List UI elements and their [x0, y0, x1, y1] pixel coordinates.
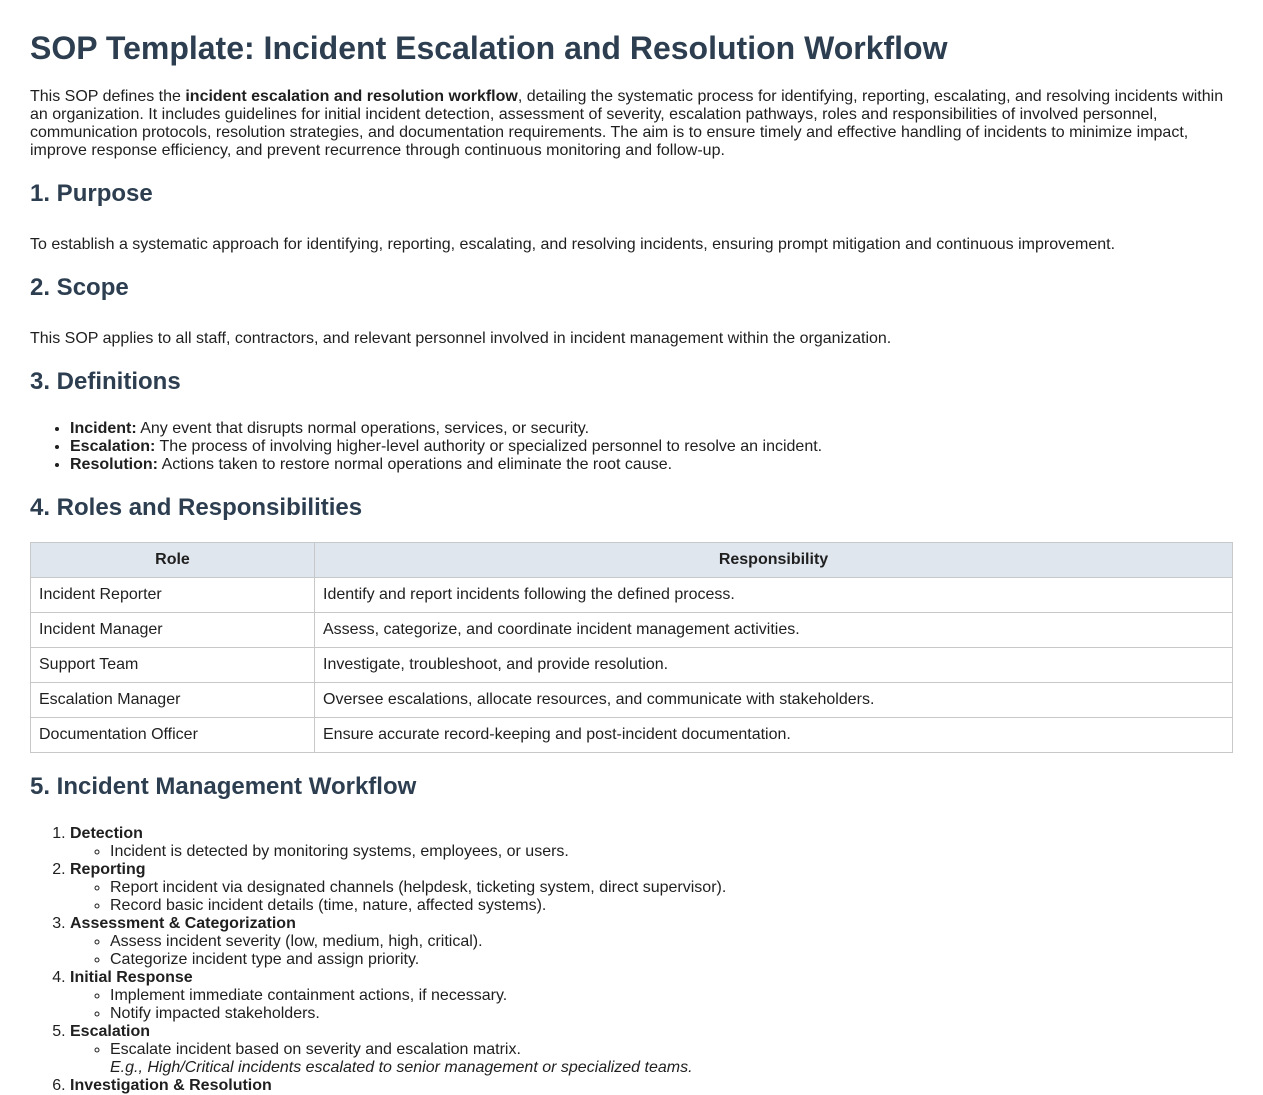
step-title: Investigation & Resolution	[70, 1077, 272, 1094]
role-cell: Incident Reporter	[31, 578, 315, 613]
page-title: SOP Template: Incident Escalation and Resolution Workflow	[30, 30, 948, 66]
responsibility-cell: Identify and report incidents following the defined process.	[315, 578, 1233, 613]
substep-item: ◦ Record basic incident details (time, nature, affected systems).	[110, 897, 1233, 915]
step-substeps	[70, 879, 1233, 915]
definitions-heading: 3. Definitions	[30, 368, 181, 395]
step-substeps	[70, 933, 1233, 969]
substep-text: Escalate incident based on severity and escalation matrix.	[110, 1041, 521, 1058]
table-row	[31, 718, 1233, 753]
definition-text: The process of involving higher-level authority or specialized personnel to resolve an incident.	[155, 438, 823, 455]
definition-item	[70, 438, 1233, 456]
workflow-heading: 5. Incident Management Workflow	[30, 773, 417, 800]
step-title: Detection	[70, 825, 143, 842]
responsibility-cell: Ensure accurate record-keeping and post-incident documentation.	[315, 718, 1233, 753]
table-row	[31, 683, 1233, 718]
roles-table	[30, 542, 1233, 753]
definition-text: Any event that disrupts normal operations, services, or security.	[136, 420, 590, 437]
definition-term: Resolution:	[70, 456, 158, 473]
column-header-responsibility: Responsibility	[315, 543, 1233, 578]
step-substeps	[70, 987, 1233, 1023]
workflow-step	[70, 825, 1233, 861]
intro-pre: This SOP defines the	[30, 88, 186, 105]
table-row	[31, 578, 1233, 613]
step-title: Escalation	[70, 1023, 151, 1040]
workflow-step	[70, 1077, 1233, 1095]
definition-item	[70, 420, 1233, 438]
step-title: Initial Response	[70, 969, 193, 986]
step-title: Assessment & Categorization	[70, 915, 296, 932]
roles-heading: 4. Roles and Responsibilities	[30, 494, 363, 521]
substep-note: E.g., High/Critical incidents escalated to senior management or specialized teams.	[110, 1059, 693, 1076]
workflow-steps	[30, 825, 1233, 1095]
role-cell: Documentation Officer	[31, 718, 315, 753]
substep-item: ◦ Incident is detected by monitoring systems, employees, or users.	[110, 843, 1233, 861]
role-cell: Escalation Manager	[31, 683, 315, 718]
definitions-list	[30, 420, 1233, 474]
substep-item: ◦ Implement immediate containment actions, if necessary.	[110, 987, 1233, 1005]
intro-post: , detailing the systematic process for identifying, reporting, escalating, and resolving incidents within an organization. It includes guidelines for initial incident detection, assessment of severity, escalation pathways, roles and responsibilities of involved personnel, communication protocols, resolution strategies, and documentation requirements. The aim is to ensure timely and effective handling of incidents to minimize impact, improve response efficiency, and prevent recurrence through continuous monitoring and follow-up.	[30, 88, 1224, 159]
scope-heading: 2. Scope	[30, 274, 129, 301]
substep-item	[110, 1041, 1233, 1077]
substep-item: ◦ Report incident via designated channels (helpdesk, ticketing system, direct supervisor).	[110, 879, 1233, 897]
responsibility-cell: Oversee escalations, allocate resources, and communicate with stakeholders.	[315, 683, 1233, 718]
substep-item: ◦ Categorize incident type and assign priority.	[110, 951, 1233, 969]
step-title: Reporting	[70, 861, 146, 878]
role-cell: Incident Manager	[31, 613, 315, 648]
table-row	[31, 613, 1233, 648]
purpose-text: To establish a systematic approach for identifying, reporting, escalating, and resolving incidents, ensuring prompt mitigation and continuous improvement.	[30, 236, 1116, 253]
step-substeps	[70, 1041, 1233, 1077]
workflow-step	[70, 1023, 1233, 1077]
responsibility-cell: Investigate, troubleshoot, and provide resolution.	[315, 648, 1233, 683]
column-header-role: Role	[31, 543, 315, 578]
definition-item	[70, 456, 1233, 474]
workflow-step	[70, 915, 1233, 969]
definition-text: Actions taken to restore normal operations and eliminate the root cause.	[158, 456, 673, 473]
definition-term: Incident:	[70, 420, 137, 437]
table-row	[31, 648, 1233, 683]
scope-text: This SOP applies to all staff, contractors, and relevant personnel involved in incident management within the organization.	[30, 330, 892, 347]
workflow-step	[70, 861, 1233, 915]
table-header-row	[31, 543, 1233, 578]
workflow-step	[70, 969, 1233, 1023]
step-substeps	[70, 843, 1233, 861]
role-cell: Support Team	[31, 648, 315, 683]
intro-bold: incident escalation and resolution workflow	[185, 88, 518, 105]
definition-term: Escalation:	[70, 438, 156, 455]
responsibility-cell: Assess, categorize, and coordinate incident management activities.	[315, 613, 1233, 648]
intro-paragraph	[30, 88, 1233, 160]
purpose-heading: 1. Purpose	[30, 180, 153, 207]
substep-item: ◦ Notify impacted stakeholders.	[110, 1005, 1233, 1023]
substep-item: ◦ Assess incident severity (low, medium, high, critical).	[110, 933, 1233, 951]
